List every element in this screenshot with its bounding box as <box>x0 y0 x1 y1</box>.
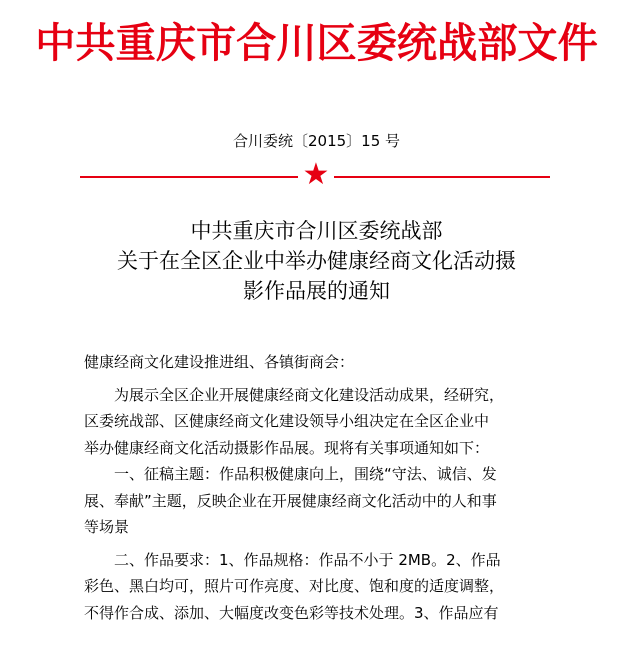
body-line: 等场景 <box>84 518 130 536</box>
star-icon: ★ <box>302 157 330 192</box>
body-line: 彩色、黑白均可，照片可作亮度、对比度、饱和度的适度调整， <box>84 577 505 595</box>
body-line: 举办健康经商文化活动摄影作品展。现将有关事项通知如下： <box>84 438 490 457</box>
document-body <box>84 349 554 626</box>
body-line: 一、征稿主题：作品积极健康向上，围绕“守法、诚信、发 <box>114 465 497 483</box>
notice-title <box>0 216 633 306</box>
body-line: 不得作合成、添加、大幅度改变色彩等技术处理。3、作品应有 <box>84 603 499 622</box>
red-divider-right <box>334 176 550 178</box>
body-line: 展、奉献”主题，反映企业在开展健康经商文化活动中的人和事 <box>84 491 497 510</box>
document-number: 合川委统〔2015〕15 号 <box>232 132 401 150</box>
notice-title-line: 关于在全区企业中举办健康经商文化活动摄 <box>117 249 516 273</box>
notice-title-line: 中共重庆市合川区委统战部 <box>190 219 443 243</box>
body-line: 为展示全区企业开展健康经商文化建设活动成果，经研究， <box>114 385 505 404</box>
notice-title-line: 影作品展的通知 <box>243 279 390 303</box>
body-line: 区委统战部、区健康经商文化建设领导小组决定在全区企业中 <box>84 412 490 430</box>
salutation: 健康经商文化建设推进组、各镇街商会： <box>84 353 355 371</box>
red-divider-left <box>80 176 298 178</box>
body-line: 二、作品要求：1、作品规格：作品不小于 2MB。2、作品 <box>114 550 501 569</box>
document-header-title: 中共重庆市合川区委统战部文件 <box>35 19 598 67</box>
